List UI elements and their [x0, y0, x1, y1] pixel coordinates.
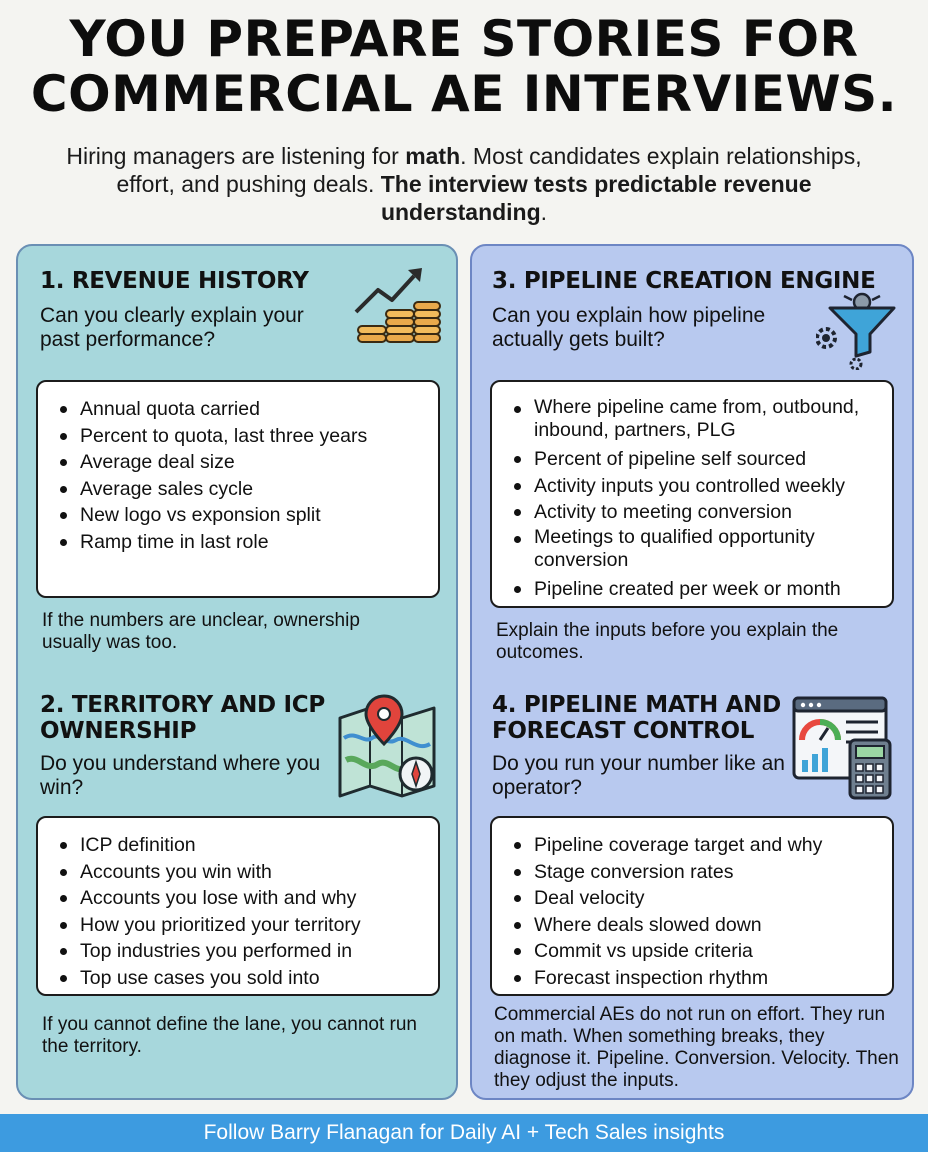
- list-item: Stage conversion rates: [512, 859, 880, 886]
- list-item: How you prioritized your territory: [58, 912, 426, 939]
- list-item: Commit vs upside criteria: [512, 938, 880, 965]
- section-4-title: 4. PIPELINE MATH AND FORECAST CONTROL: [492, 692, 781, 744]
- list-item: Meetings to qualified opportunity conversion: [512, 526, 880, 572]
- map-pin-compass-icon: [336, 694, 440, 807]
- section-2-note: If you cannot define the lane, you cannot run the territory.: [42, 1014, 417, 1057]
- list-item: Ramp time in last role: [58, 529, 426, 556]
- section-1-note: If the numbers are unclear, ownership usually was too.: [42, 610, 360, 653]
- section-1-question: Can you clearly explain your past performance?: [40, 304, 304, 351]
- section-2-card: [36, 816, 440, 996]
- list-item: Pipeline coverage target and why: [512, 832, 880, 859]
- title-line-1: YOU PREPARE STORIES FOR: [69, 10, 859, 68]
- list-item: Where deals slowed down: [512, 912, 880, 939]
- section-4-note: Commercial AEs do not run on effort. They run on math. When something breaks, they diagnose it. Pipeline. Conversion. Velocity. Then they odjust the inputs.: [494, 1004, 899, 1091]
- list-item: Accounts you lose with and why: [58, 885, 426, 912]
- list-item: Average deal size: [58, 449, 426, 476]
- section-2-question: Do you understand where you win?: [40, 752, 321, 799]
- list-item: Top industries you performed in: [58, 938, 426, 965]
- subtitle-bold-1: math: [405, 143, 461, 169]
- right-panel: [470, 244, 914, 1100]
- dashboard-calculator-icon: [792, 696, 892, 805]
- list-item: Annual quota carried: [58, 396, 426, 423]
- section-3-title: 3. PIPELINE CREATION ENGINE: [492, 268, 876, 294]
- page-title: [0, 12, 928, 122]
- footer-banner[interactable]: [0, 1114, 928, 1152]
- list-item: Forecast inspection rhythm: [512, 965, 880, 992]
- list-item: Accounts you win with: [58, 859, 426, 886]
- list-item: Where pipeline came from, outbound, inbound, partners, PLG: [512, 396, 880, 442]
- list-item: Pipeline created per week or month: [512, 576, 880, 603]
- page-subtitle: [40, 142, 888, 226]
- revenue-chart-coins-icon: [352, 264, 444, 361]
- title-line-2: COMMERCIAL AE INTERVIEWS.: [30, 65, 898, 123]
- list-item: Percent to quota, last three years: [58, 423, 426, 450]
- subtitle-text-3: .: [540, 199, 548, 225]
- section-3-question: Can you explain how pipeline actually gets built?: [492, 304, 766, 351]
- list-item: New logo vs exponsion split: [58, 502, 426, 529]
- section-1-title: 1. REVENUE HISTORY: [40, 268, 309, 294]
- list-item: Activity to meeting conversion: [512, 499, 880, 526]
- footer-text: Follow Barry Flanagan for Daily AI + Tech Sales insights: [203, 1121, 725, 1144]
- section-1-card: [36, 380, 440, 598]
- section-4-card: [490, 816, 894, 996]
- list-item: Activity inputs you controlled weekly: [512, 473, 880, 500]
- list-item: Top use cases you sold into: [58, 965, 426, 992]
- section-3-note: Explain the inputs before you explain the outcomes.: [496, 620, 839, 663]
- section-2-title: 2. TERRITORY AND ICP OWNERSHIP: [40, 692, 325, 744]
- list-item: Percent of pipeline self sourced: [512, 446, 880, 473]
- list-item: ICP definition: [58, 832, 426, 859]
- section-3-card: [490, 380, 894, 608]
- list-item: Deal velocity: [512, 885, 880, 912]
- list-item: Average sales cycle: [58, 476, 426, 503]
- funnel-gears-icon: [816, 290, 896, 375]
- section-4-question: Do you run your number like an operator?: [492, 752, 785, 799]
- subtitle-bold-2: The interview tests predictable revenue understanding: [380, 171, 812, 225]
- subtitle-text-1: Hiring managers are listening for: [66, 143, 406, 169]
- subtitle-text-2: . Most candidates explain relationships, effort, and pushing deals.: [116, 143, 862, 197]
- left-panel: [16, 244, 458, 1100]
